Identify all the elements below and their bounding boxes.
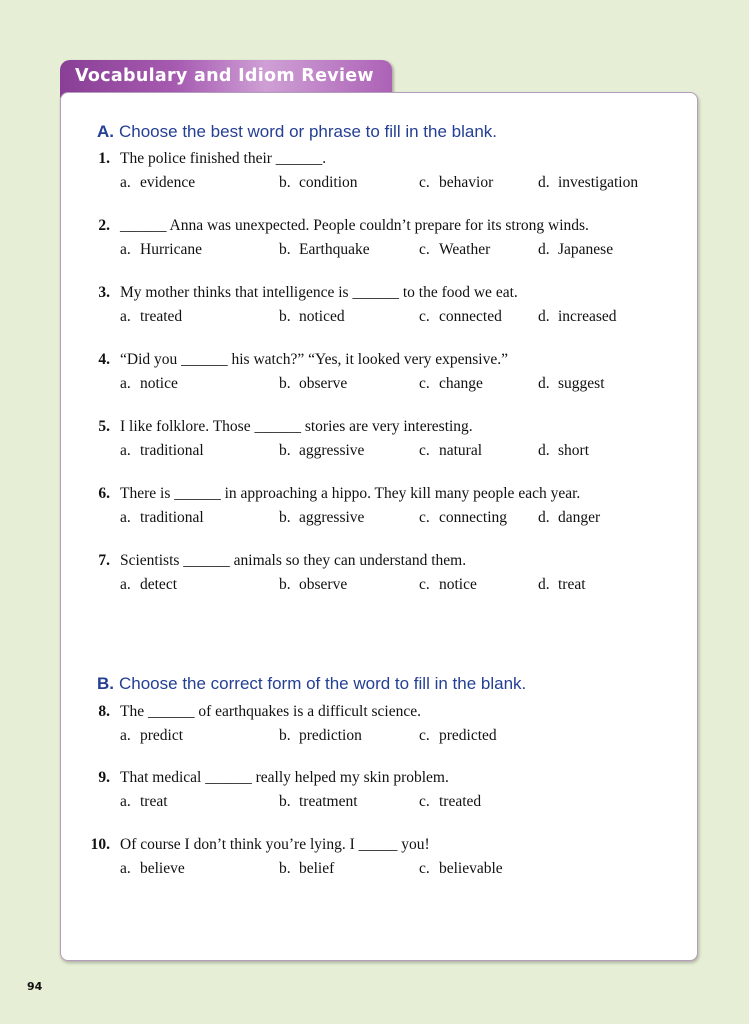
option-text: observe [299, 375, 348, 392]
option-letter: c. [419, 860, 430, 877]
answer-option [120, 442, 204, 460]
option-text: change [439, 375, 483, 392]
question-text: I like folklore. Those ______ stories are very interesting. [120, 418, 473, 435]
option-letter: a. [120, 308, 131, 325]
option-text: treated [439, 793, 482, 810]
option-text: condition [299, 174, 358, 191]
option-text: treat [558, 576, 586, 593]
option-letter: b. [279, 375, 291, 392]
option-letter: c. [419, 793, 430, 810]
answer-option [419, 308, 502, 326]
option-text: increased [558, 308, 617, 325]
option-letter: b. [279, 727, 291, 744]
option-text: prediction [299, 727, 362, 744]
answer-option [120, 308, 182, 326]
question-text: Of course I don’t think you’re lying. I _____ you! [120, 836, 430, 853]
option-letter: d. [538, 576, 550, 593]
option-text: noticed [299, 308, 345, 325]
answer-option [419, 241, 490, 259]
question-number: 4. [98, 351, 110, 368]
page-title: Vocabulary and Idiom Review [75, 66, 374, 86]
answer-option [120, 241, 202, 259]
answer-option [279, 509, 364, 527]
option-letter: c. [419, 375, 430, 392]
answer-option [538, 442, 589, 460]
answer-option [279, 860, 334, 878]
option-letter: b. [279, 308, 291, 325]
section-b-heading [97, 674, 526, 694]
answer-option [419, 727, 497, 745]
answer-option [120, 576, 177, 594]
option-letter: d. [538, 442, 550, 459]
option-text: treated [140, 308, 183, 325]
question-text: My mother thinks that intelligence is ______ to the food we eat. [120, 284, 518, 301]
option-text: notice [439, 576, 477, 593]
answer-option [538, 509, 600, 527]
option-text: belief [299, 860, 335, 877]
answer-option [279, 576, 347, 594]
answer-option [120, 509, 204, 527]
answer-option [120, 174, 195, 192]
answer-option [538, 241, 613, 259]
option-letter: d. [538, 241, 550, 258]
answer-option [419, 375, 483, 393]
answer-option [419, 442, 482, 460]
option-text: Earthquake [299, 241, 370, 258]
answer-option [279, 308, 345, 326]
option-letter: c. [419, 308, 430, 325]
option-letter: a. [120, 793, 131, 810]
option-letter: c. [419, 241, 430, 258]
answer-option [419, 509, 507, 527]
option-letter: c. [419, 174, 430, 191]
option-letter: c. [419, 509, 430, 526]
option-letter: a. [120, 375, 131, 392]
question-text: “Did you ______ his watch?” “Yes, it looked very expensive.” [120, 351, 508, 368]
option-text: predict [140, 727, 184, 744]
option-letter: a. [120, 241, 131, 258]
option-letter: a. [120, 727, 131, 744]
option-text: danger [558, 509, 601, 526]
question-text: The ______ of earthquakes is a difficult science. [120, 703, 422, 720]
option-letter: d. [538, 174, 550, 191]
page-number: 94 [27, 980, 43, 993]
option-text: short [558, 442, 589, 459]
answer-option [279, 241, 370, 259]
answer-option [120, 860, 185, 878]
option-letter: a. [120, 174, 131, 191]
answer-option [279, 727, 362, 745]
option-letter: d. [538, 308, 550, 325]
option-letter: b. [279, 442, 291, 459]
option-text: natural [439, 442, 483, 459]
exercise-card [60, 92, 698, 961]
option-text: Japanese [558, 241, 614, 258]
option-text: aggressive [299, 442, 365, 459]
option-letter: b. [279, 174, 291, 191]
option-text: notice [140, 375, 178, 392]
answer-option [279, 375, 347, 393]
question-number: 10. [90, 836, 110, 853]
answer-option [120, 375, 178, 393]
option-text: Weather [439, 241, 491, 258]
answer-option [419, 793, 481, 811]
answer-option [538, 576, 586, 594]
option-text: believe [140, 860, 185, 877]
answer-option [120, 727, 183, 745]
option-text: observe [299, 576, 348, 593]
question-number: 8. [98, 703, 110, 720]
option-letter: c. [419, 576, 430, 593]
question-number: 1. [98, 150, 110, 167]
question-number: 9. [98, 769, 110, 786]
option-letter: c. [419, 442, 430, 459]
question-text: ______ Anna was unexpected. People couldn’t prepare for its strong winds. [120, 217, 589, 234]
option-letter: a. [120, 576, 131, 593]
section-a-instruction: Choose the best word or phrase to fill in the blank. [119, 122, 497, 141]
option-letter: b. [279, 793, 291, 810]
section-a-heading [97, 122, 497, 142]
option-letter: b. [279, 241, 291, 258]
option-text: believable [439, 860, 503, 877]
option-text: detect [140, 576, 178, 593]
answer-option [538, 308, 617, 326]
option-text: Hurricane [140, 241, 202, 258]
option-letter: d. [538, 375, 550, 392]
answer-option [419, 174, 493, 192]
answer-option [419, 860, 503, 878]
option-text: investigation [558, 174, 639, 191]
option-text: connected [439, 308, 502, 325]
answer-option [120, 793, 168, 811]
section-b-letter: B. [97, 674, 114, 693]
option-letter: a. [120, 509, 131, 526]
section-a-letter: A. [97, 122, 114, 141]
option-text: connecting [439, 509, 508, 526]
option-text: traditional [140, 509, 204, 526]
question-number: 2. [98, 217, 110, 234]
answer-option [279, 793, 358, 811]
section-b-instruction: Choose the correct form of the word to fill in the blank. [119, 674, 527, 693]
option-letter: b. [279, 576, 291, 593]
option-text: aggressive [299, 509, 365, 526]
option-text: evidence [140, 174, 196, 191]
option-letter: b. [279, 860, 291, 877]
option-letter: d. [538, 509, 550, 526]
question-number: 6. [98, 485, 110, 502]
option-text: treat [140, 793, 168, 810]
answer-option [538, 375, 605, 393]
question-text: There is ______ in approaching a hippo. They kill many people each year. [120, 485, 581, 502]
question-text: That medical ______ really helped my skin problem. [120, 769, 449, 786]
option-letter: b. [279, 509, 291, 526]
option-text: suggest [558, 375, 605, 392]
question-number: 3. [98, 284, 110, 301]
answer-option [538, 174, 638, 192]
question-number: 5. [98, 418, 110, 435]
question-text: The police finished their ______. [120, 150, 327, 167]
option-text: behavior [439, 174, 494, 191]
option-letter: c. [419, 727, 430, 744]
option-letter: a. [120, 860, 131, 877]
answer-option [279, 442, 364, 460]
option-text: predicted [439, 727, 497, 744]
question-text: Scientists ______ animals so they can understand them. [120, 552, 467, 569]
option-letter: a. [120, 442, 131, 459]
answer-option [279, 174, 358, 192]
answer-option [419, 576, 477, 594]
option-text: treatment [299, 793, 358, 810]
question-number: 7. [98, 552, 110, 569]
option-text: traditional [140, 442, 204, 459]
